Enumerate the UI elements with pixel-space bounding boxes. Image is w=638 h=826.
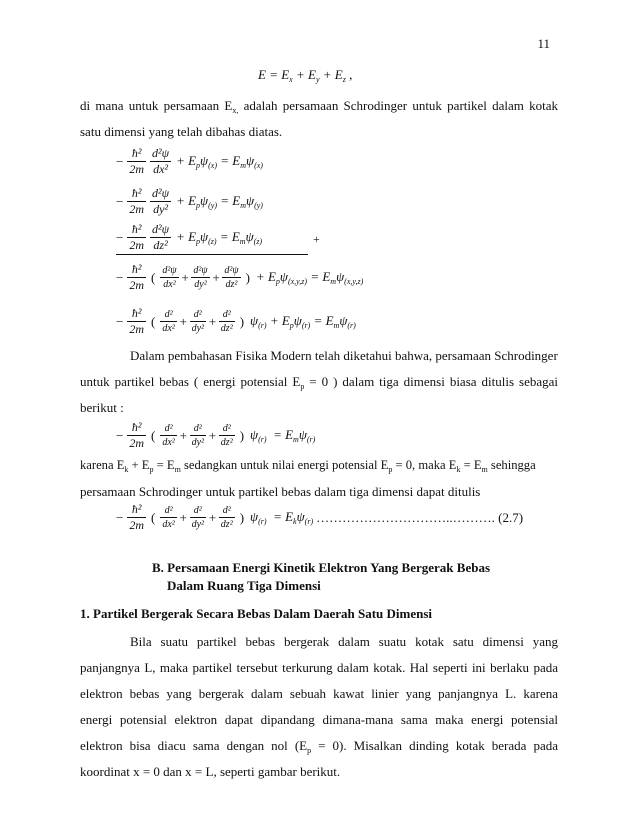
section-b-heading-line-2: Dalam Ruang Tiga Dimensi [167, 578, 321, 593]
section-1-line-4: energi potensial elektron dapat dipandang dimana-mana sama maka energi potensial [80, 712, 558, 727]
energy-sum-equation: $E = E_x + E_y + E_z$ , [258, 67, 353, 84]
paragraph-3-line-1: karena $E_k + E_p = E_m$ sedangkan untuk nilai energi potensial $E_p = 0$, maka $E_k = E_m$ sehingga [80, 458, 536, 474]
schrodinger-3d-r-equation: − $\frac{\text{ħ²}}{2m}$ ( $\frac{\text{d²}}{\text{dx²}}$ + $\frac{\text{d²}}{\text{dy²}}$ + $\frac{\text{d²}}{\text{dz²}}$ ) $\psi_{(r)} + E_p\psi_{(r)} = E_m\psi_{(r)}$ [116, 306, 356, 336]
schrodinger-y-equation: − $\frac{\text{ħ²}}{2m}$ $\frac{\text{d²ψ}}{\text{dy²}}$ + $E_p\psi_{(y)} = E_m\psi_{(y)}$ [116, 186, 263, 216]
paragraph-2-line-3: berikut : [80, 400, 124, 415]
schrodinger-z-equation: − $\frac{\text{ħ²}}{2m}$ $\frac{\text{d²ψ}}{\text{dz²}}$ + $E_p\psi_{(z)} = E_m\psi_{(z)}$ [116, 222, 263, 252]
section-1-line-1: Bila suatu partikel bebas bergerak dalam suatu kotak satu dimensi yang [130, 634, 558, 649]
paragraph-2-line-1: Dalam pembahasan Fisika Modern telah diketahui bahwa, persamaan Schrodinger [130, 348, 558, 363]
section-1-line-5: elektron bisa diacu sama dengan nol $(E_p = 0)$. Misalkan dinding kotak berada pada [80, 738, 558, 755]
page-number: 11 [537, 36, 550, 51]
schrodinger-x-equation: − $\frac{\text{ħ²}}{2m}$ $\frac{\text{d²ψ}}{\text{dx²}}$ + $E_p\psi_{(x)} = E_m\psi_{(x)}$ [116, 146, 263, 176]
section-1-line-3: elektron bebas yang bergerak dalam sebuah kawat linier yang panjangnya L. karena [80, 686, 558, 701]
section-b-heading-line-1: B. Persamaan Energi Kinetik Elektron Yang Bergerak Bebas [152, 560, 490, 575]
free-particle-equation: − $\frac{\text{ħ²}}{2m}$ ( $\frac{\text{d²}}{\text{dx²}}$ + $\frac{\text{d²}}{\text{dy²}}$ + $\frac{\text{d²}}{\text{dz²}}$ ) $\psi_{(r)} = E_m\psi_{(r)}$ [116, 420, 316, 450]
schrodinger-3d-sum-equation: − $\frac{\text{ħ²}}{2m}$ ( $\frac{\text{d²ψ}}{\text{dx²}}$ + $\frac{\text{d²ψ}}{\text{dy²}}$ + $\frac{\text{d²ψ}}{\text{dz²}}$ ) + $E_p\psi_{(x,y,z)} = E_m\psi_{(x,y,z)}$ [116, 262, 364, 292]
equation-2-7-label: …………………………..………. (2.7) [316, 509, 524, 525]
paragraph-1-line-2: satu dimensi yang telah dibahas diatas. [80, 124, 283, 139]
section-1-title: 1. Partikel Bergerak Secara Bebas Dalam Daerah Satu Dimensi [80, 606, 433, 621]
sum-plus-sign: + [313, 232, 320, 246]
paragraph-1-line-1: di mana untuk persamaan $E_{x,}$ adalah persamaan Schrodinger untuk partikel dalam kotak [80, 98, 558, 115]
equation-2-7: − $\frac{\text{ħ²}}{2m}$ ( $\frac{\text{d²}}{\text{dx²}}$ + $\frac{\text{d²}}{\text{dy²}}$ + $\frac{\text{d²}}{\text{dz²}}$ ) $\psi_{(r)} = E_k\psi_{(r)}$ …………………………..………. (2.7) [116, 502, 524, 532]
section-1-line-6: koordinat x = 0 dan x = L, seperti gambar berikut. [80, 764, 341, 779]
sum-rule-line [116, 254, 308, 255]
section-1-line-2: panjangnya L, maka partikel tersebut terkurung dalam kotak. Hal seperti ini berlaku pada [80, 660, 558, 675]
paragraph-2-line-2: untuk partikel bebas ( energi potensial $E_p = 0$ ) dalam tiga dimensi biasa ditulis sebagai [80, 374, 558, 391]
paragraph-3-line-2: persamaan Schrodinger untuk partikel bebas dalam tiga dimensi dapat ditulis [80, 484, 481, 499]
